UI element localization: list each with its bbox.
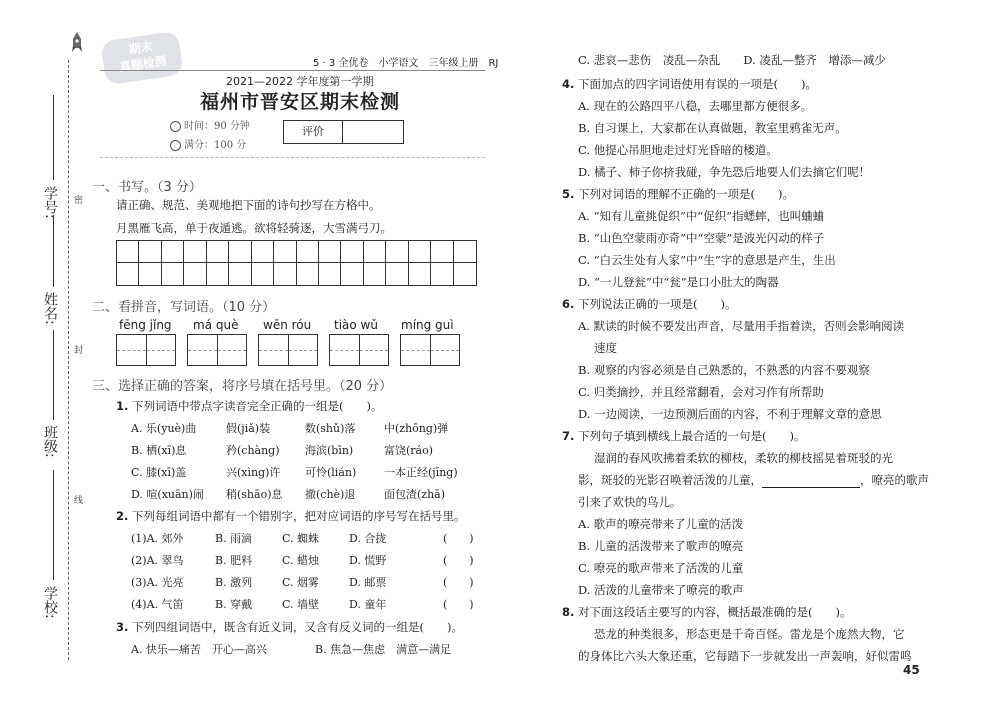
- pinyin-1: fēng jǐng: [119, 318, 172, 332]
- q2-r4-answer[interactable]: ( ): [443, 598, 474, 611]
- q6-option-a[interactable]: A. 默读的时候不要发出声音，尽量用手指着读，否则会影响阅读: [578, 319, 905, 333]
- grade-label: 评价: [284, 121, 343, 143]
- rocket-icon: [72, 32, 82, 54]
- check-icon: [170, 140, 181, 151]
- q5-option-c[interactable]: C. “白云生处有人家”中“生”字的意思是产生，生出: [578, 253, 836, 267]
- q7-passage-2: [578, 472, 929, 488]
- q3-number: 3.: [116, 620, 129, 634]
- q1-c-3: 可怜(lián): [305, 466, 357, 479]
- q7-blank[interactable]: [762, 475, 860, 488]
- tianzige-4[interactable]: [329, 334, 389, 366]
- pinyin-4: tiào wǔ: [334, 318, 378, 332]
- q2-r3-a: (3)A. 光亮: [131, 576, 184, 589]
- q1-number: 1.: [116, 399, 129, 413]
- q6-stem: [562, 296, 737, 312]
- q1-a-2: 假(jiǎ)装: [226, 422, 271, 435]
- score-info: [170, 136, 246, 151]
- q1-stem: [116, 398, 383, 414]
- q1-d-1: D. 喧(xuān)闹: [131, 488, 204, 501]
- q7-passage-2a: 影，斑驳的光影召唤着活泼的儿童，: [578, 473, 762, 487]
- q2-r4-b: B. 穿戴: [215, 598, 253, 611]
- q4-number: 4.: [562, 77, 575, 91]
- seal-mark-mi: 密: [72, 195, 82, 204]
- school-label: 学校:: [42, 586, 58, 619]
- q3-option-a[interactable]: A. 快乐—痛苦 开心—高兴: [131, 643, 267, 656]
- tianzige-1[interactable]: [116, 334, 176, 366]
- q6-option-a-cont: 速度: [594, 341, 617, 355]
- section2-heading: 二、看拼音，写词语。（10 分）: [92, 300, 276, 315]
- section1-heading: 一、书写。（3 分）: [92, 180, 202, 195]
- q6-number: 6.: [562, 297, 575, 311]
- pinyin-5: míng guì: [401, 318, 454, 332]
- q1-a-4: 中(zhōng)弹: [384, 422, 449, 435]
- q2-r2-b: B. 肥料: [215, 554, 253, 567]
- page-title: 福州市晋安区期末检测: [200, 91, 401, 113]
- q6-text: 下列说法正确的一项是( )。: [578, 297, 737, 311]
- q2-r2-c: C. 蜡烛: [282, 554, 320, 567]
- name-field[interactable]: [53, 215, 54, 287]
- q2-r3-d: D. 邮票: [349, 576, 387, 589]
- q4-text: 下面加点的四字词语使用有误的一项是( )。: [578, 77, 818, 91]
- header-divider: [100, 157, 485, 158]
- exam-badge: [100, 31, 183, 85]
- q1-d-2: 稍(shāo)息: [226, 488, 283, 501]
- seal-mark-feng: 封: [72, 345, 82, 354]
- q3-text: 下列四组词语中，既含有近义词，又含有反义词的一组是( )。: [132, 620, 464, 634]
- q5-option-d[interactable]: D. “一儿登瓮”中“瓮”是口小肚大的陶器: [578, 275, 779, 289]
- q4-option-d[interactable]: D. 橘子、柿子你挤我碰，争先恐后地要人们去摘它们呢！: [578, 165, 871, 179]
- q7-option-d[interactable]: D. 活泼的儿童带来了嘹亮的歌声: [578, 583, 744, 597]
- q1-d-4: 面包渣(zhā): [384, 488, 446, 501]
- badge-line2: 真题检测: [118, 53, 168, 75]
- q7-passage-1: 湿润的春风吹拂着柔软的柳枝，柔软的柳枝摇晃着斑驳的光: [594, 451, 893, 465]
- q2-stem: [116, 508, 466, 524]
- q7-passage-3: 引来了欢快的鸟儿。: [578, 495, 682, 509]
- class-label: 班级:: [42, 425, 58, 458]
- q6-option-d[interactable]: D. 一边阅读，一边预测后面的内容，不利于理解文章的意思: [578, 407, 882, 421]
- q2-r4-d: D. 童年: [349, 598, 387, 611]
- q2-r1-answer[interactable]: ( ): [443, 532, 474, 545]
- score-text: 满分：100 分: [184, 140, 247, 151]
- header-rule: [100, 70, 485, 71]
- q6-option-b[interactable]: B. 观察的内容必须是自己熟悉的，不熟悉的内容不要观察: [578, 363, 870, 377]
- page-number: 45: [903, 663, 920, 677]
- q7-text: 下列句子填到横线上最合适的一句是( )。: [578, 429, 806, 443]
- q5-number: 5.: [562, 187, 575, 201]
- id-label: 学号:: [42, 186, 58, 219]
- q8-text: 对下面这段话主要写的内容，概括最准确的是( )。: [578, 605, 852, 619]
- q2-r2-a: (2)A. 翠鸟: [131, 554, 184, 567]
- q4-option-b[interactable]: B. 自习课上，大家都在认真做题，教室里鸦雀无声。: [578, 121, 847, 135]
- q2-r1-c: C. 蜘蛛: [282, 532, 320, 545]
- q5-option-b[interactable]: B. “山色空蒙雨亦奇”中“空蒙”是波光闪动的样子: [578, 231, 825, 245]
- q6-option-c[interactable]: C. 归类摘抄，并且经常翻看，会对习作有所帮助: [578, 385, 824, 399]
- q4-option-a[interactable]: A. 现在的公路四平八稳，去哪里都方便很多。: [578, 99, 813, 113]
- q2-r2-d: D. 慌野: [349, 554, 387, 567]
- q1-d-3: 撤(chè)退: [305, 488, 356, 501]
- id-field[interactable]: [53, 95, 54, 180]
- tianzige-5[interactable]: [400, 334, 460, 366]
- time-text: 时间：90 分钟: [184, 121, 250, 132]
- q1-a-3: 数(shǔ)落: [305, 422, 356, 435]
- q4-option-c[interactable]: C. 他提心吊胆地走过灯光昏暗的楼道。: [578, 143, 778, 157]
- school-year: 2021—2022 学年度第一学期: [226, 75, 374, 88]
- q7-passage-2b: ，嘹亮的歌声: [860, 473, 929, 487]
- school-field[interactable]: [53, 470, 54, 580]
- tianzige-3[interactable]: [258, 334, 318, 366]
- time-info: [170, 117, 250, 132]
- q2-r2-answer[interactable]: ( ): [443, 554, 474, 567]
- badge-line1: 期末: [127, 39, 154, 57]
- series-info: 5 · 3 全优卷 小学语文 三年级上册 RJ: [313, 58, 499, 69]
- q3-option-b[interactable]: B. 焦急—焦虑 满意—满足: [315, 643, 452, 656]
- seal-mark-xian: 线: [72, 495, 82, 504]
- q7-option-b[interactable]: B. 儿童的活泼带来了歌声的嘹亮: [578, 539, 744, 553]
- q2-r3-c: C. 烟雾: [282, 576, 320, 589]
- q2-r1-d: D. 合拢: [349, 532, 387, 545]
- q2-number: 2.: [116, 509, 129, 523]
- q7-option-c[interactable]: C. 嘹亮的歌声带来了活泼的儿童: [578, 561, 744, 575]
- q1-b-3: 海滨(bīn): [305, 444, 354, 457]
- q3-options-cd[interactable]: C. 悲哀—悲伤 凌乱—杂乱 D. 凌乱—整齐 增添—减少: [578, 53, 886, 67]
- q2-r1-a: (1)A. 郊外: [131, 532, 184, 545]
- section1-instruction: 请正确、规范、美观地把下面的诗句抄写在方格中。: [116, 198, 381, 212]
- q2-r3-b: B. 激列: [215, 576, 253, 589]
- poem-text: 月黑雁飞高，单于夜遁逃。欲将轻骑逐，大雪满弓刀。: [116, 221, 392, 235]
- q7-option-a[interactable]: A. 歌声的嘹亮带来了儿童的活泼: [578, 517, 744, 531]
- q8-number: 8.: [562, 605, 575, 619]
- q2-r3-answer[interactable]: ( ): [443, 576, 474, 589]
- binding-line: [68, 60, 69, 660]
- q8-stem: [562, 604, 852, 620]
- q2-r4-a: (4)A. 气笛: [131, 598, 184, 611]
- section3-heading: 三、选择正确的答案，将序号填在括号里。（20 分）: [92, 379, 393, 394]
- q1-b-4: 富饶(ráo): [384, 444, 434, 457]
- q4-stem: [562, 76, 817, 92]
- grade-value[interactable]: [344, 121, 402, 143]
- clock-icon: [170, 121, 181, 132]
- tianzige-2[interactable]: [187, 334, 247, 366]
- pinyin-3: wēn róu: [263, 318, 312, 332]
- pinyin-2: má què: [193, 318, 239, 332]
- q3-stem: [116, 619, 463, 635]
- q1-text: 下列词语中带点字读音完全正确的一组是( )。: [132, 399, 383, 413]
- q5-stem: [562, 186, 794, 202]
- grade-box[interactable]: [283, 120, 404, 144]
- q1-a-1: A. 乐(yuè)曲: [131, 422, 197, 435]
- q1-c-2: 兴(xìng)许: [226, 466, 281, 479]
- q7-stem: [562, 428, 806, 444]
- name-label: 姓名:: [42, 292, 58, 325]
- q1-b-1: B. 栖(xī)息: [131, 444, 187, 457]
- class-field[interactable]: [53, 330, 54, 420]
- q7-number: 7.: [562, 429, 575, 443]
- q1-b-2: 矜(chàng): [226, 444, 280, 457]
- q8-passage-1: 恐龙的种类很多，形态更是千奇百怪。雷龙是个庞然大物，它: [594, 627, 905, 641]
- q5-option-a[interactable]: A. “知有儿童挑促织”中“促织”指蟋蟀，也叫蛐蛐: [578, 209, 825, 223]
- q2-r1-b: B. 雨滴: [215, 532, 253, 545]
- q1-c-4: 一本正经(jīng): [384, 466, 458, 479]
- q8-passage-2: 的身体比六头大象还重，它每踏下一步就发出一声轰响，好似雷鸣: [578, 649, 912, 663]
- q2-text: 下列每组词语中都有一个错别字，把对应词语的序号写在括号里。: [132, 509, 466, 523]
- q2-r4-c: C. 墙壁: [282, 598, 320, 611]
- writing-grid[interactable]: [116, 240, 477, 286]
- q5-text: 下列对词语的理解不正确的一项是( )。: [578, 187, 795, 201]
- q1-c-1: C. 膝(xī)盖: [131, 466, 187, 479]
